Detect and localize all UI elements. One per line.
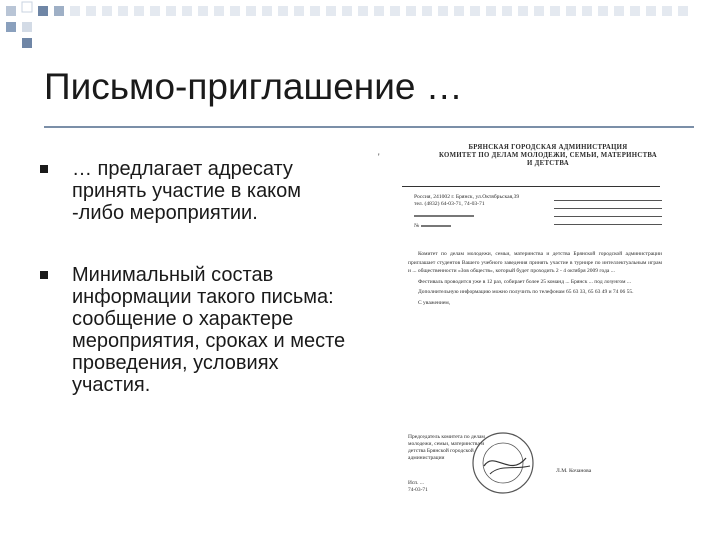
letter-paragraph: Фестиваль проводится уже в 12 раз, собирает более 25 команд ... Брянск ... под лозунгом ... <box>418 278 631 285</box>
executor-note: Исп. ... 74-03-71 <box>408 480 428 493</box>
bullet-item <box>38 158 358 224</box>
letter-address: Россия, 241002 г. Брянск, ул.Октябрьская,39 тел. (4832) 64-03-71, 74-03-71 № <box>414 194 520 229</box>
bullet-list <box>38 158 358 436</box>
corner-decoration <box>0 0 720 50</box>
slide-title: Письмо-приглашение … <box>44 66 463 107</box>
letter-paragraph: Комитет по делам молодежи, семьи, материнства и детства Брянской городской администрации приглашает студентов Вашего учебного заведения принять участие в турнире по интеллектуальным играм и ... общественности «Зов обществ», который будет проходить 2 - 4 октября 2009 года ... <box>408 251 662 275</box>
addressee-lines <box>554 200 662 232</box>
square-bullet-icon <box>40 271 48 279</box>
letter-body <box>408 250 662 310</box>
letterhead-org: БРЯНСКАЯ ГОРОДСКАЯ АДМИНИСТРАЦИЯ <box>468 144 628 151</box>
bullet-text: … предлагает адресату принять участие в каком -либо мероприятии. <box>72 158 302 224</box>
signer-title: Председатель комитета по делам молодежи, семьи, материнства и детства Брянской городской администрации <box>408 434 485 461</box>
letterhead-rule <box>402 186 660 187</box>
signer-name: Л.М. Кочанова <box>556 468 592 474</box>
bullet-item <box>38 264 358 396</box>
letterhead-committee: КОМИТЕТ ПО ДЕЛАМ МОЛОДЕЖИ, СЕМЬИ, МАТЕРИНСТВА И ДЕТСТВА <box>438 152 658 167</box>
title-divider <box>44 126 694 128</box>
letter-closing: С уважением, <box>418 299 451 306</box>
scan-mark: ' <box>378 152 380 162</box>
bullet-text: Минимальный состав информации такого письма: сообщение о характере мероприятия, сроках и месте проведения, условиях участия. <box>72 264 346 396</box>
round-stamp <box>470 430 536 496</box>
letter-image <box>378 142 670 504</box>
square-bullet-icon <box>40 165 48 173</box>
letter-paragraph: Дополнительную информацию можно получить по телефонам 65 63 33, 65 63 49 и 74 06 55. <box>418 289 634 296</box>
letter-letterhead <box>438 144 658 168</box>
